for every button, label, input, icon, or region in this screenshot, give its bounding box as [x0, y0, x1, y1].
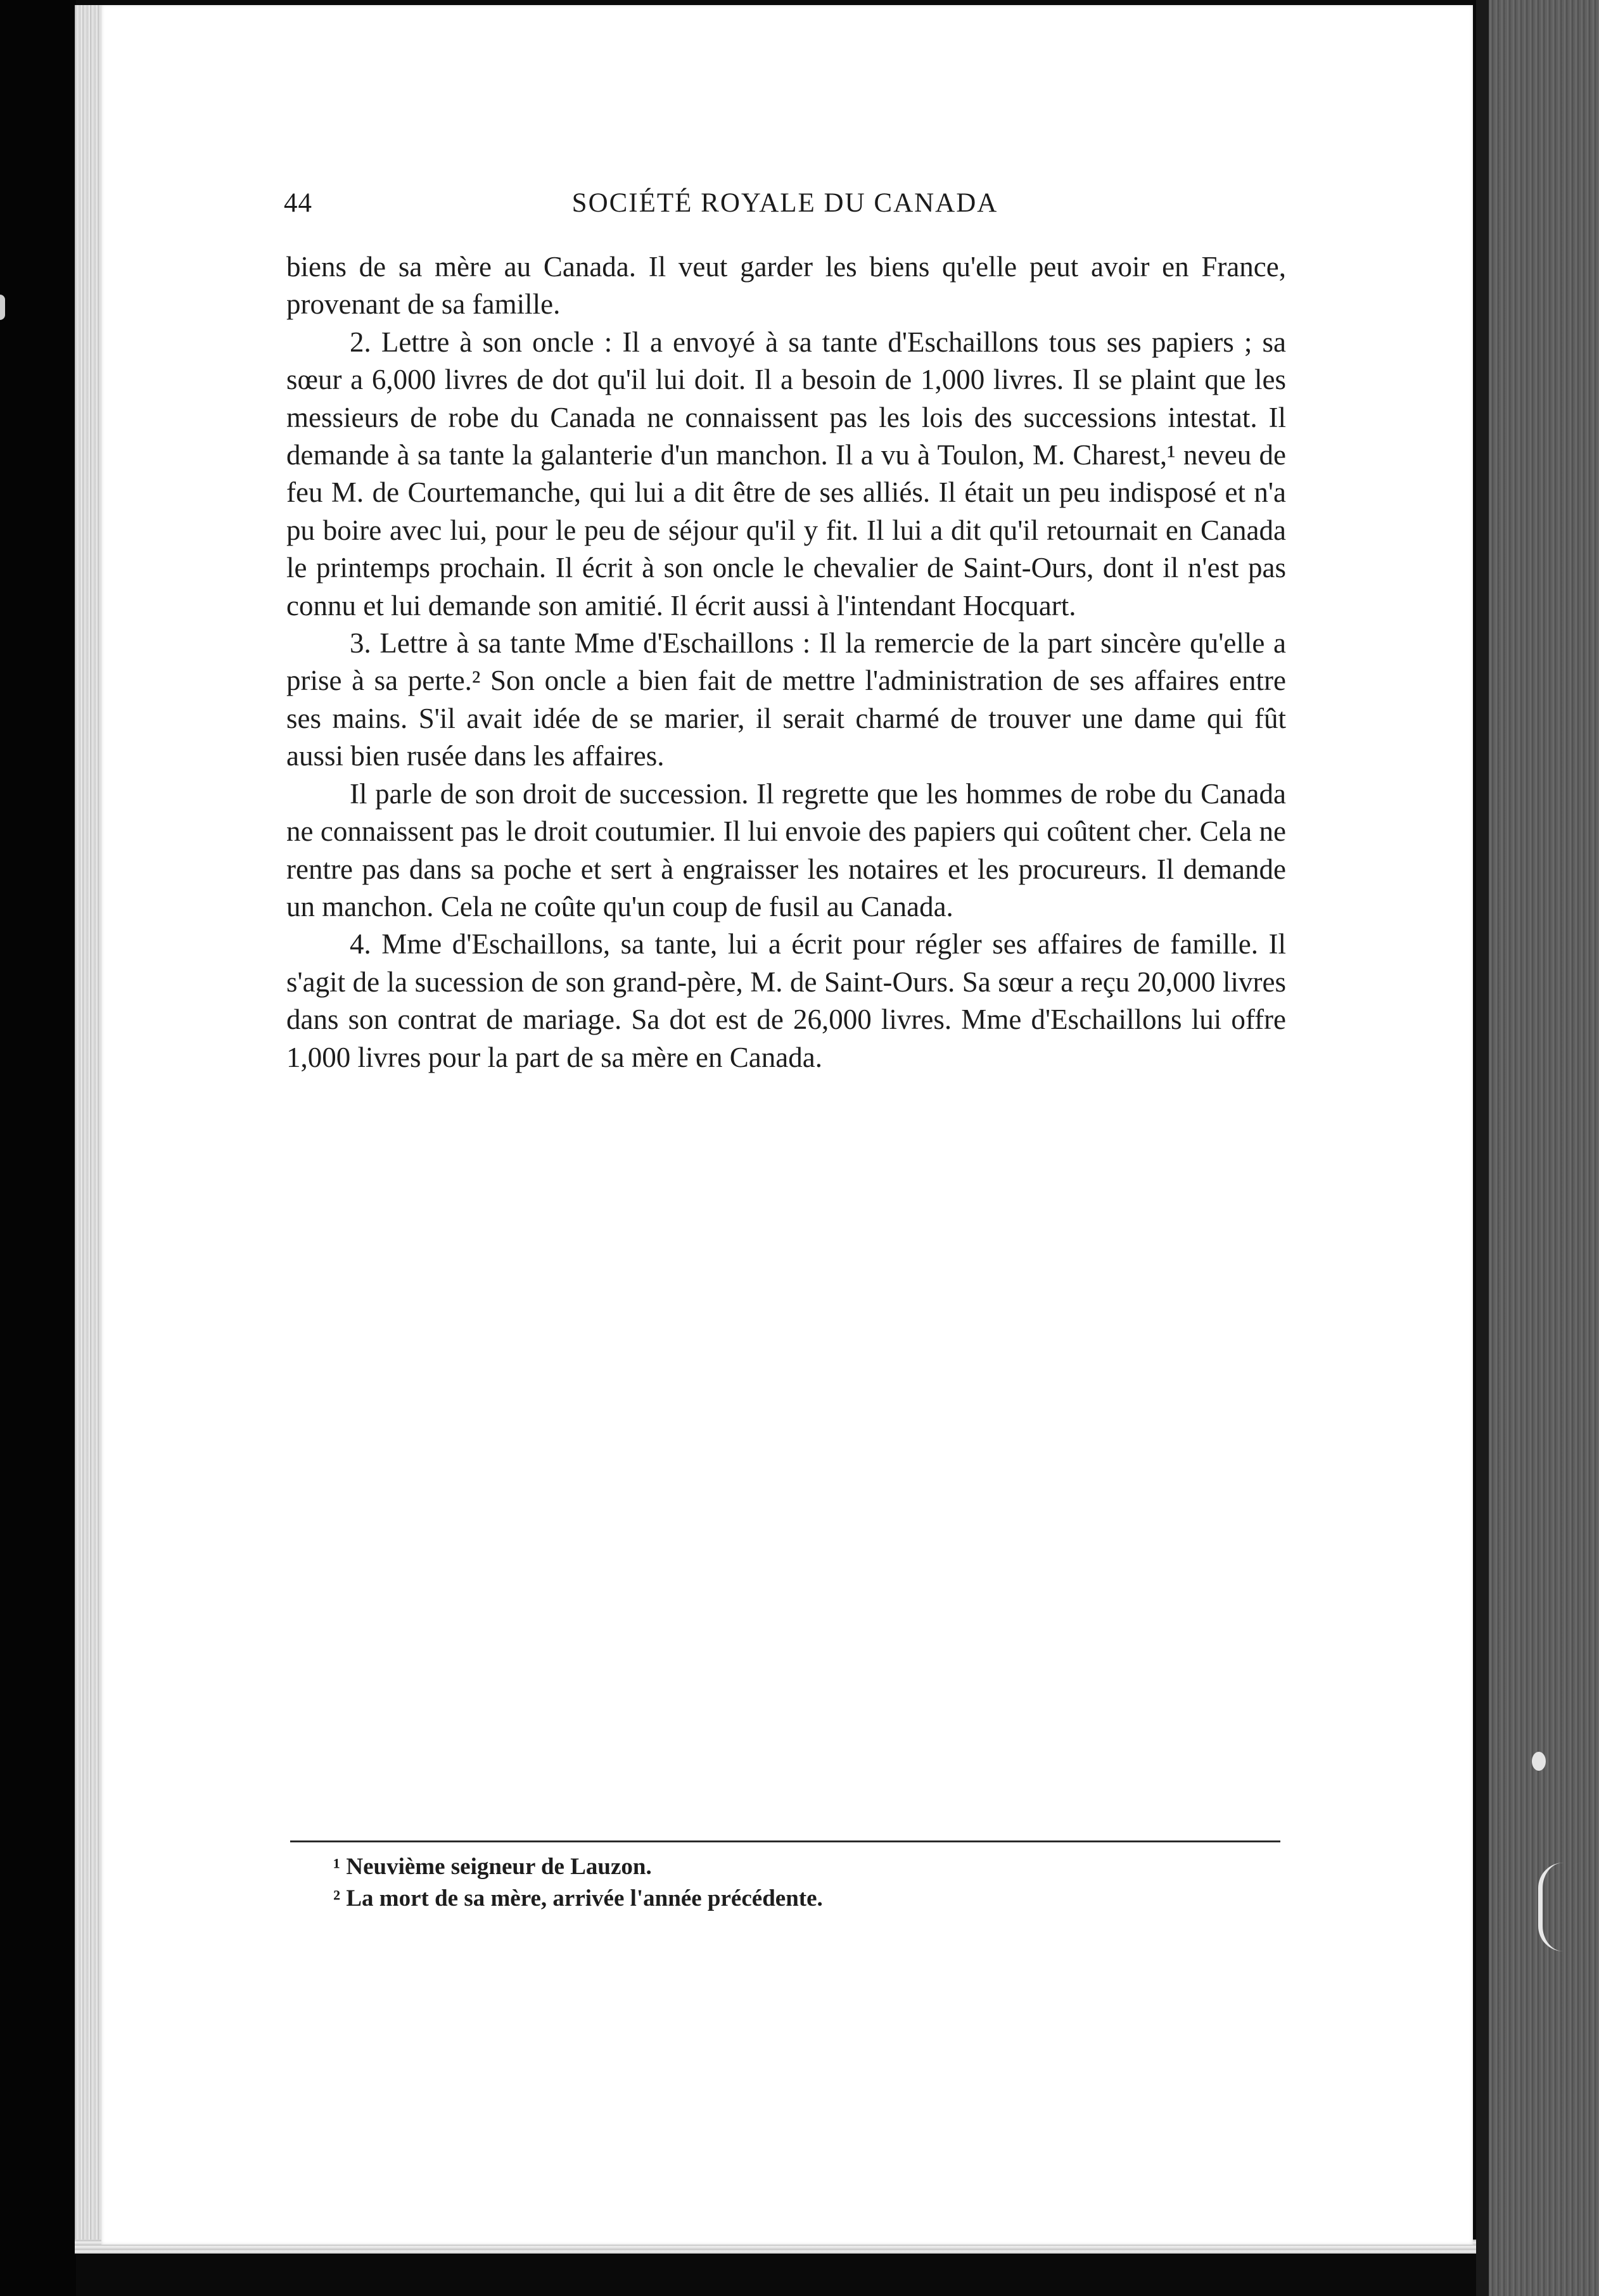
running-title: SOCIÉTÉ ROYALE DU CANADA — [571, 188, 998, 218]
page-number: 44 — [284, 188, 312, 218]
paragraph-letter-2: 2. Lettre à son oncle : Il a envoyé à sa tante d'Eschaillons tous ses papiers ; sa sœur a 6,000 livres de dot qu'il lui doit. Il a besoin de 1,000 livres. Il se plaint que les messieurs de robe du Canada ne connaissent pas les lois des successions intestat. Il demande à sa tante la galanterie d'un manchon. Il a vu à Toulon, M. Charest,¹ neveu de feu M. de Courtemanche, qui lui a dit être de ses alliés. Il était un peu indisposé et n'a pu boire avec lui, pour le peu de séjour qu'il y fit. Il lui a dit qu'il retournait en Canada le printemps prochain. Il écrit à son oncle le chevalier de Saint-Ours, dont il n'est pas connu et lui demande son amitié. Il écrit aussi à l'intendant Hocquart. — [286, 326, 1286, 622]
footnote-2: ² La mort de sa mère, arrivée l'année précédente. — [333, 1885, 823, 1911]
scan-left-margin — [0, 0, 76, 2296]
body-text — [286, 248, 1286, 1076]
paragraph-letter-3: 3. Lettre à sa tante Mme d'Eschaillons : Il la remercie de la part sincère qu'elle a prise à sa perte.² Son oncle a bien fait de mettre l'administration de ses affaires entre ses mains. S'il avait idée de se marier, il serait charmé de trouver une dame qui fût aussi bien rusée dans les affaires. — [286, 627, 1286, 772]
page-header — [284, 188, 1286, 226]
scan-right-board — [1489, 0, 1599, 2296]
paragraph-continuation: biens de sa mère au Canada. Il veut garder les biens qu'elle peut avoir en France, provenant de sa famille. — [286, 251, 1286, 321]
paragraph-letter-4: 4. Mme d'Eschaillons, sa tante, lui a écrit pour régler ses affaires de famille. Il s'agit de la sucession de son grand-père, M. de Saint-Ours. Sa sœur a reçu 20,000 livres dans son contrat de mariage. Sa dot est de 26,000 livres. Mme d'Eschaillons lui offre 1,000 livres pour la part de sa mère en Canada. — [286, 928, 1286, 1073]
scan-artifact-dot — [1532, 1752, 1546, 1771]
footnote-divider — [290, 1840, 1280, 1842]
footnote-1: ¹ Neuvième seigneur de Lauzon. — [333, 1854, 652, 1880]
footnotes — [333, 1851, 1284, 1915]
scan-artifact-mark — [0, 295, 5, 320]
scan-artifact-curve — [1538, 1863, 1570, 1951]
paragraph-droit-succession: Il parle de son droit de succession. Il regrette que les hommes de robe du Canada ne connaissent pas le droit coutumier. Il lui envoie des papiers qui coûtent cher. Cela ne rentre pas dans sa poche et sert à engraisser les notaires et les procureurs. Il demande un manchon. Cela ne coûte qu'un coup de fusil au Canada. — [286, 777, 1286, 922]
